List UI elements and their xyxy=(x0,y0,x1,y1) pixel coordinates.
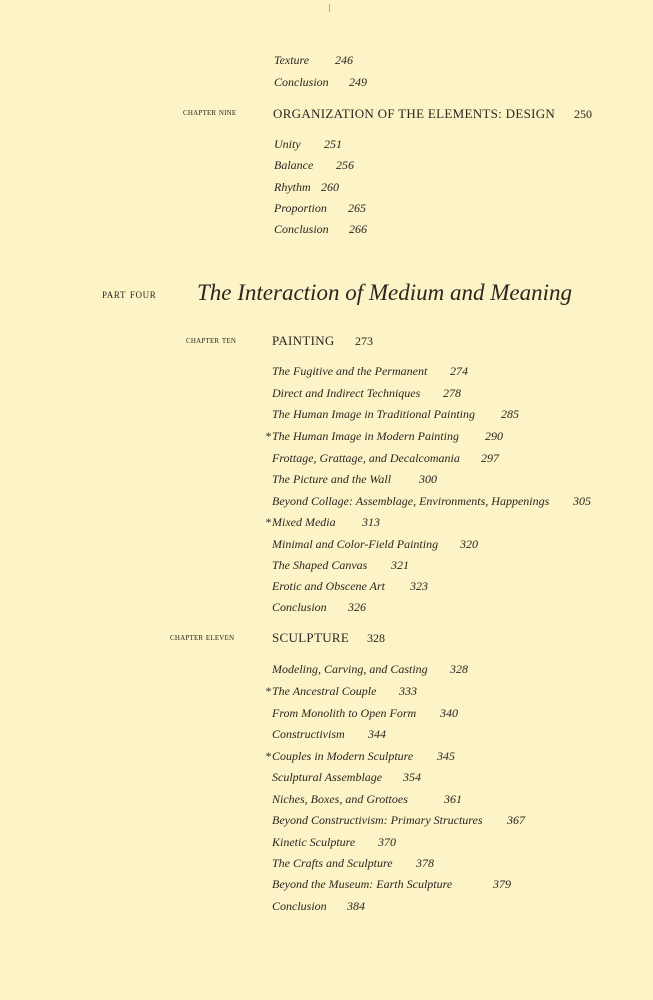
toc-entry xyxy=(274,53,353,68)
asterisk-icon: * xyxy=(265,429,271,443)
toc-entry xyxy=(265,749,455,764)
entry-title: The Shaped Canvas xyxy=(272,558,368,572)
entry-title: Proportion xyxy=(274,201,327,215)
chapter-page: 273 xyxy=(355,334,373,348)
entry-title: Frottage, Grattage, and Decalcomania xyxy=(272,451,460,465)
entry-title: The Fugitive and the Permanent xyxy=(272,364,428,378)
toc-entry xyxy=(272,472,437,487)
entry-page: 320 xyxy=(460,537,478,551)
entry-title: Kinetic Sculpture xyxy=(272,835,356,849)
entry-page: 246 xyxy=(335,53,353,67)
toc-entry xyxy=(272,494,591,509)
toc-entry xyxy=(272,835,396,850)
entry-page: 313 xyxy=(362,515,380,529)
entry-title: Conclusion xyxy=(272,600,327,614)
toc-entry xyxy=(272,386,461,401)
entry-page: 266 xyxy=(349,222,367,236)
entry-title: Unity xyxy=(274,137,301,151)
entry-page: 323 xyxy=(410,579,428,593)
chapter-page: 328 xyxy=(367,631,385,645)
entry-page: 384 xyxy=(347,899,365,913)
toc-entry xyxy=(272,770,421,785)
entry-page: 251 xyxy=(324,137,342,151)
chapter-label: chapter eleven xyxy=(170,633,235,643)
entry-page: 361 xyxy=(444,792,462,806)
entry-page: 285 xyxy=(501,407,519,421)
entry-title: Niches, Boxes, and Grottoes xyxy=(272,792,408,806)
entry-page: 345 xyxy=(437,749,455,763)
toc-entry xyxy=(272,706,458,721)
entry-title: The Human Image in Modern Painting xyxy=(272,429,459,443)
chapter-page: 250 xyxy=(574,107,592,121)
entry-title: Conclusion xyxy=(274,75,329,89)
entry-title: The Ancestral Couple xyxy=(272,684,377,698)
toc-entry xyxy=(272,451,499,466)
chapter-title: PAINTING xyxy=(272,333,335,348)
toc-entry xyxy=(272,407,519,422)
toc-entry xyxy=(272,813,525,828)
toc-entry xyxy=(272,537,478,552)
toc-entry xyxy=(272,364,468,379)
toc-entry xyxy=(274,222,367,237)
entry-page: 328 xyxy=(450,662,468,676)
toc-entry xyxy=(272,792,462,807)
toc-entry xyxy=(272,579,428,594)
entry-page: 344 xyxy=(368,727,386,741)
part-title: The Interaction of Medium and Meaning xyxy=(197,280,572,305)
entry-title: Balance xyxy=(274,158,314,172)
entry-page: 256 xyxy=(336,158,354,172)
entry-title: Direct and Indirect Techniques xyxy=(272,386,421,400)
entry-page: 249 xyxy=(349,75,367,89)
toc-entry xyxy=(272,662,468,677)
toc-entry xyxy=(274,158,354,173)
part-label: part four xyxy=(102,286,157,301)
entry-page: 290 xyxy=(485,429,503,443)
entry-page: 274 xyxy=(450,364,468,378)
asterisk-icon: * xyxy=(265,684,271,698)
entry-title: Conclusion xyxy=(274,222,329,236)
scan-mark xyxy=(329,4,330,12)
toc-entry xyxy=(274,201,366,216)
chapter-label: chapter ten xyxy=(186,336,237,346)
asterisk-icon: * xyxy=(265,515,271,529)
entry-page: 340 xyxy=(440,706,458,720)
entry-title: Erotic and Obscene Art xyxy=(272,579,385,593)
toc-entry xyxy=(272,727,386,742)
entry-title: The Human Image in Traditional Painting xyxy=(272,407,476,421)
toc-entry xyxy=(272,600,366,615)
toc-entry xyxy=(265,429,503,444)
toc-entry xyxy=(272,877,511,892)
entry-title: Texture xyxy=(274,53,310,67)
toc-entry xyxy=(265,684,417,699)
entry-page: 260 xyxy=(321,180,339,194)
entry-title: Modeling, Carving, and Casting xyxy=(272,662,428,676)
entry-title: Minimal and Color-Field Painting xyxy=(272,537,439,551)
toc-entry xyxy=(274,180,339,195)
entry-title: Constructivism xyxy=(272,727,345,741)
chapter-title: SCULPTURE xyxy=(272,630,350,645)
entry-page: 300 xyxy=(419,472,437,486)
entry-title: Beyond the Museum: Earth Sculpture xyxy=(272,877,453,891)
toc-entry xyxy=(274,137,342,152)
entry-title: Sculptural Assemblage xyxy=(272,770,383,784)
asterisk-icon: * xyxy=(265,749,271,763)
entry-title: Beyond Collage: Assemblage, Environments, Happenings xyxy=(272,494,550,508)
entry-title: Beyond Constructivism: Primary Structures xyxy=(272,813,483,827)
chapter-title: ORGANIZATION OF THE ELEMENTS: DESIGN xyxy=(273,106,556,121)
entry-page: 326 xyxy=(348,600,366,614)
entry-title: From Monolith to Open Form xyxy=(272,706,417,720)
entry-page: 354 xyxy=(403,770,421,784)
entry-page: 278 xyxy=(443,386,461,400)
entry-page: 265 xyxy=(348,201,366,215)
entry-page: 370 xyxy=(378,835,396,849)
entry-title: Mixed Media xyxy=(272,515,336,529)
entry-title: Rhythm xyxy=(274,180,311,194)
entry-page: 305 xyxy=(573,494,591,508)
entry-title: Conclusion xyxy=(272,899,327,913)
entry-page: 379 xyxy=(493,877,511,891)
toc-entry xyxy=(272,558,409,573)
entry-page: 378 xyxy=(416,856,434,870)
toc-entry xyxy=(265,515,380,530)
toc-entry xyxy=(272,856,434,871)
entry-page: 333 xyxy=(399,684,417,698)
chapter-label: chapter nine xyxy=(183,108,237,118)
toc-entry xyxy=(272,899,365,914)
toc-entry xyxy=(274,75,367,90)
entry-page: 297 xyxy=(481,451,499,465)
entry-title: Couples in Modern Sculpture xyxy=(272,749,414,763)
entry-page: 321 xyxy=(391,558,409,572)
entry-title: The Picture and the Wall xyxy=(272,472,392,486)
entry-page: 367 xyxy=(507,813,525,827)
entry-title: The Crafts and Sculpture xyxy=(272,856,393,870)
